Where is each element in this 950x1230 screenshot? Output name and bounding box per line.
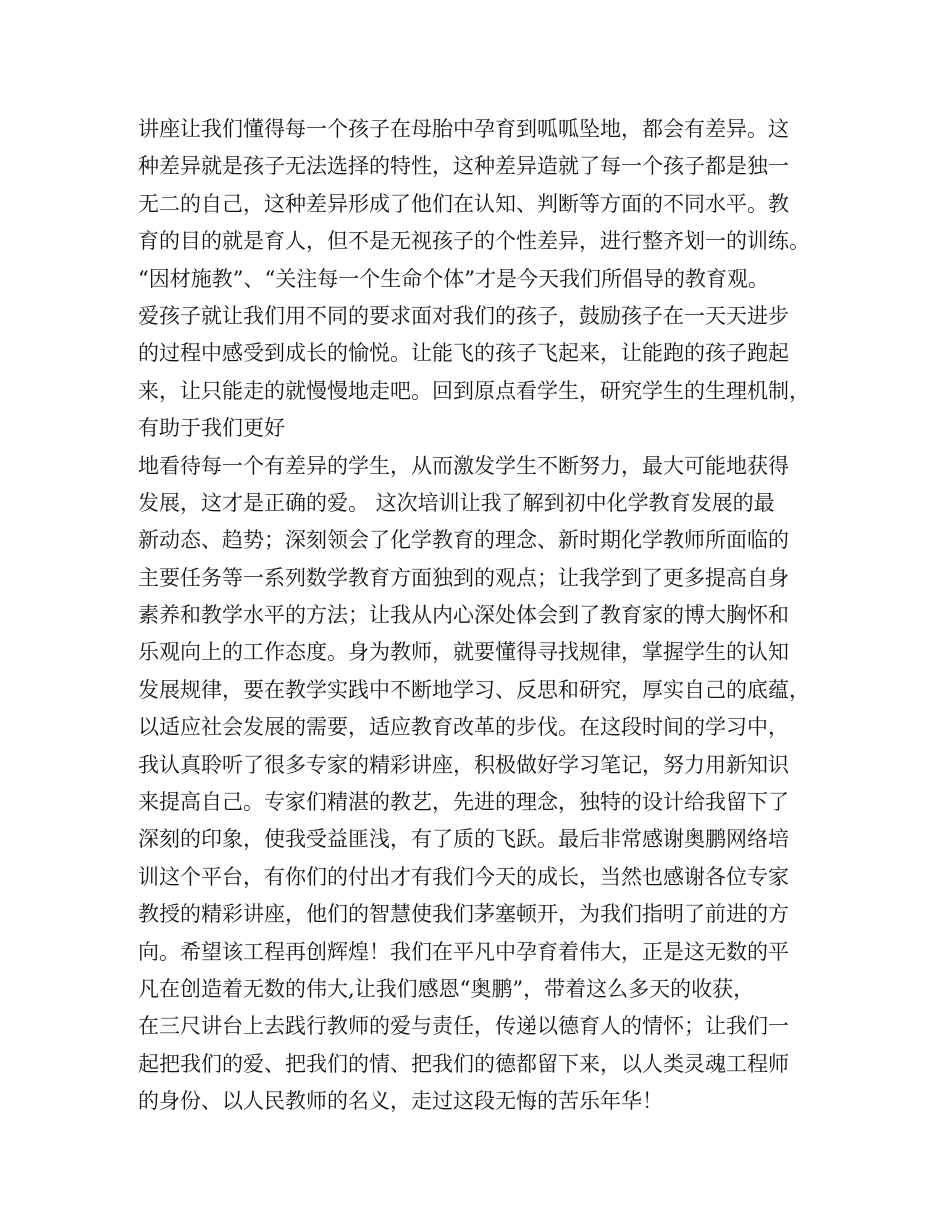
text-line: 以适应社会发展的需要，适应教育改革的步伐。在这段时间的学习中， [138, 715, 789, 740]
body-text [138, 111, 828, 1121]
text-line: 素养和教学水平的方法；让我从内心深处体会到了教育家的博大胸怀和 [138, 603, 789, 628]
text-line: 育的目的就是育人，但不是无视孩子的个性差异，进行整齐划一的训练。 [138, 229, 810, 254]
text-line: 爱孩子就让我们用不同的要求面对我们的孩子，鼓励孩子在一天天进步 [138, 303, 789, 328]
text-line: 地看待每一个有差异的学生，从而激发学生不断努力，最大可能地获得 [138, 453, 789, 478]
text-line: 的身份、以人民教师的名义，走过这段无悔的苦乐年华！ [138, 1089, 663, 1114]
text-line: 发展规律，要在教学实践中不断地学习、反思和研究，厚实自己的底蕴， [138, 677, 810, 702]
text-line: 凡在创造着无数的伟大,让我们感恩“奥鹏”，带着这么多天的收获， [138, 976, 755, 1001]
text-line: 在三尺讲台上去践行教师的爱与责任，传递以德育人的情怀；让我们一 [138, 1014, 789, 1039]
text-line: 讲座让我们懂得每一个孩子在母胎中孕育到呱呱坠地，都会有差异。这 [138, 117, 789, 141]
text-line: 种差异就是孩子无法选择的特性，这种差异造就了每一个孩子都是独一 [138, 154, 789, 179]
text-line: 深刻的印象，使我受益匪浅，有了质的飞跃。最后非常感谢奥鹏网络培 [138, 827, 789, 852]
text-line: 向。希望该工程再创辉煌！我们在平凡中孕育着伟大，正是这无数的平 [138, 939, 789, 964]
text-line: “因材施教”、“关注每一个生命个体”才是今天我们所倡导的教育观。 [138, 266, 769, 291]
text-line: 来提高自己。专家们精湛的教艺，先进的理念，独特的设计给我留下了 [138, 790, 789, 815]
text-line: 来，让只能走的就慢慢地走吧。回到原点看学生，研究学生的生理机制， [138, 378, 810, 403]
text-line: 起把我们的爱、把我们的情、把我们的德都留下来，以人类灵魂工程师 [138, 1051, 789, 1076]
text-line: 训这个平台，有你们的付出才有我们今天的成长，当然也感谢各位专家 [138, 864, 789, 889]
text-line: 乐观向上的工作态度。身为教师，就要懂得寻找规律，掌握学生的认知 [138, 640, 789, 665]
text-line: 我认真聆听了很多专家的精彩讲座，积极做好学习笔记，努力用新知识 [138, 752, 789, 777]
text-line: 无二的自己，这种差异形成了他们在认知、判断等方面的不同水平。教 [138, 191, 789, 216]
text-line: 的过程中感受到成长的愉悦。让能飞的孩子飞起来，让能跑的孩子跑起 [138, 341, 789, 366]
text-line: 有助于我们更好 [138, 416, 285, 441]
text-line: 新动态、趋势；深刻领会了化学教育的理念、新时期化学教师所面临的 [138, 528, 789, 553]
text-line: 教授的精彩讲座，他们的智慧使我们茅塞顿开，为我们指明了前进的方 [138, 902, 789, 927]
text-line: 主要任务等一系列数学教育方面独到的观点；让我学到了更多提高自身 [138, 565, 789, 590]
text-line: 发展，这才是正确的爱。 这次培训让我了解到初中化学教育发展的最 [138, 490, 775, 515]
